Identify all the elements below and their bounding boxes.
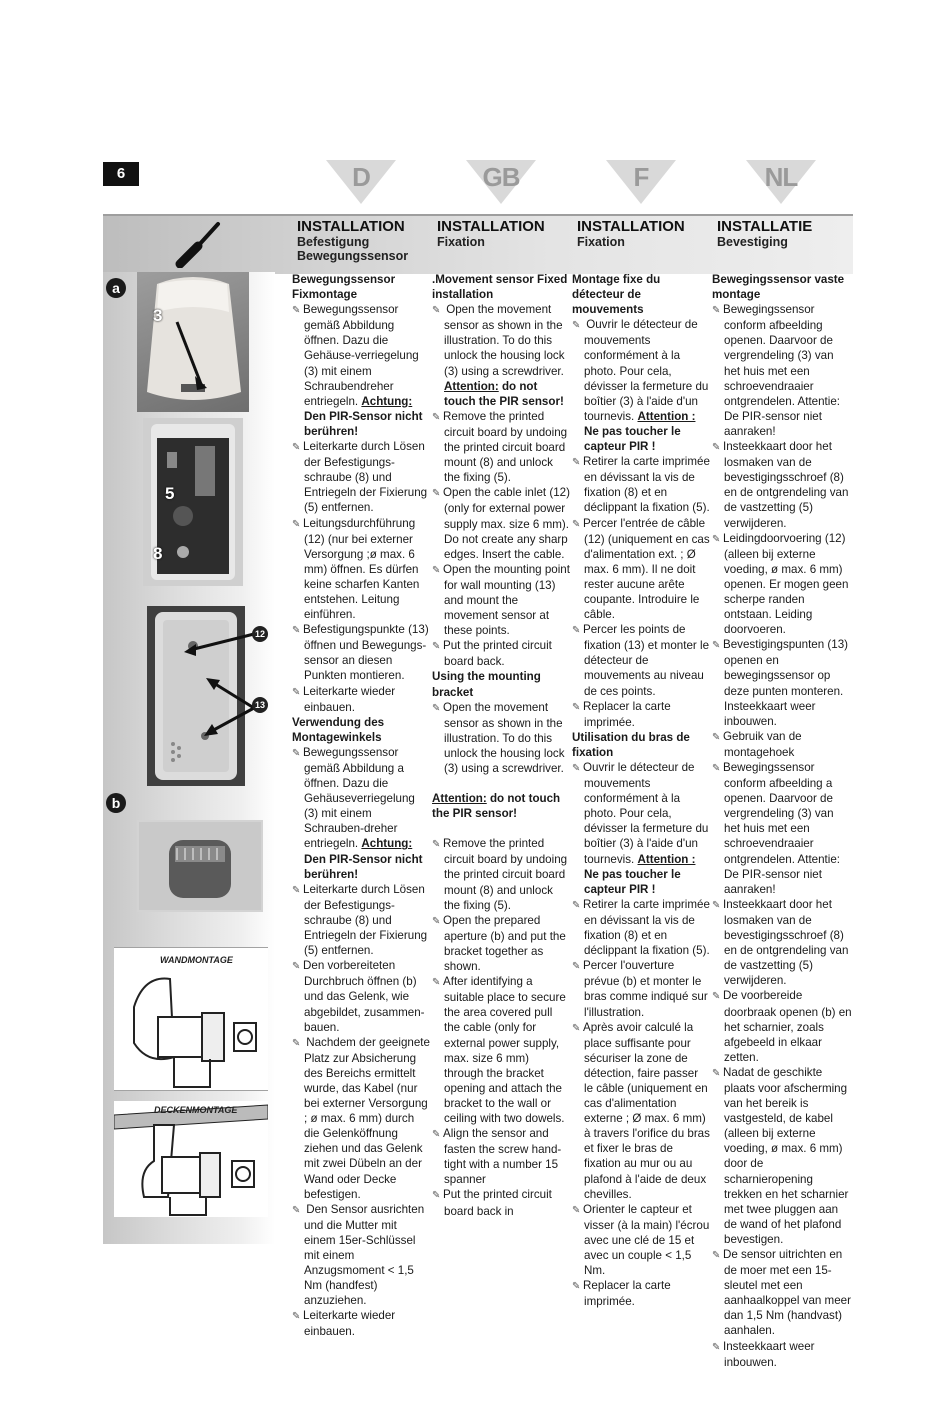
pencil-bullet-icon: ✎ <box>292 686 301 698</box>
step-text: Den vorbereiteten Durchbruch öffnen (b) und das Gelenk, wie abgebildet, zusammen-bauen. <box>303 959 425 1034</box>
step-text: Replacer la carte imprimée. <box>583 699 671 729</box>
pencil-bullet-icon: ✎ <box>572 763 581 774</box>
column-header-title: INSTALLATION <box>437 218 545 235</box>
step-text: Insteekkaart door het losmaken van de bevestigingsschroef (8) en de ontgrendeling van de vastzetting (5) verwijderen. <box>723 440 849 530</box>
pencil-bullet-icon: ✎ <box>712 640 721 652</box>
pencil-bullet-icon: ✎ <box>292 1204 301 1216</box>
warning-text: Ne pas toucher le capteur PIR ! <box>584 867 681 896</box>
warning-label: Attention: <box>432 792 487 806</box>
section-heading <box>432 272 570 302</box>
page-number: 6 <box>103 162 139 186</box>
column-header-title: INSTALLATIE <box>717 218 813 235</box>
warning-label: Attention: <box>444 379 499 393</box>
step-text: Nadat de geschikte plaats voor afscherming van het bereik is vastgesteld, de kabel (alleen bij externe voeding, ø max. 6 mm) door de scharnieropening trekken en het scharnier met twee pluggen aan de wand of het plafond bevestigen. <box>723 1065 849 1246</box>
callout-3: 3 <box>153 306 163 325</box>
instruction-step <box>712 897 852 989</box>
step-text: Put the printed circuit board back in <box>443 1188 552 1218</box>
instruction-step <box>432 836 570 912</box>
pencil-bullet-icon: ✎ <box>432 977 441 989</box>
step-text: Ouvrir le détecteur de mouvements conformément à la photo. Pour cela, dévisser la fermeture du boîtier (3) à l'aide d'un tournevis. <box>583 761 709 866</box>
step-text: Insteekkaart weer inbouwen. <box>723 1339 815 1369</box>
step-text: Put the printed circuit board back. <box>443 639 552 669</box>
pencil-bullet-icon: ✎ <box>712 533 721 545</box>
callout-13: 13 <box>252 697 268 713</box>
instruction-step <box>712 729 852 760</box>
column-header-subtitle: Bevestiging <box>717 235 788 249</box>
warning-label: Attention : <box>637 852 696 866</box>
instruction-step <box>572 1020 710 1202</box>
pencil-bullet-icon: ✎ <box>292 747 301 759</box>
section-marker-a: a <box>106 278 126 298</box>
step-text: Bewegungssensor gemäß Abbildung öffnen. Dazu die Gehäuse-verriegelung (3) mit einem Schraubendreher entriegeln. <box>303 303 419 408</box>
pencil-bullet-icon: ✎ <box>712 1067 721 1079</box>
step-text: Montage fixe du détecteur de mouvements <box>572 273 661 317</box>
pencil-bullet-icon: ✎ <box>432 305 441 317</box>
pencil-bullet-icon: ✎ <box>572 1204 581 1216</box>
instruction-step <box>432 700 570 776</box>
step-text: Open the movement sensor as shown in the illustration. To do this unlock the housing lock (3) using a screwdriver. <box>443 303 565 378</box>
instruction-step <box>712 1339 852 1370</box>
spacer <box>432 821 570 836</box>
pencil-bullet-icon: ✎ <box>572 457 581 469</box>
instruction-step <box>572 958 710 1019</box>
pencil-bullet-icon: ✎ <box>292 442 301 454</box>
instruction-step <box>292 516 430 623</box>
step-text: Insteekkaart door het losmaken van de bevestigingsschroef (8) en de ontgrendeling van de vastzetting (5) verwijderen. <box>723 897 849 988</box>
warning-text: Ne pas toucher le capteur PIR ! <box>584 424 681 454</box>
instruction-step <box>292 302 430 439</box>
language-tab-d <box>326 160 396 204</box>
instruction-step <box>572 760 710 897</box>
step-text: Orienter le capteur et visser (à la main) l'écrou avec une clé de 15 et avec un couple < 1,5 Nm. <box>583 1202 710 1278</box>
sensor-housing-photo <box>137 272 249 412</box>
pencil-bullet-icon: ✎ <box>572 320 581 332</box>
step-text: Retirer la carte imprimée en dévissant la vis de fixation (8) et en déclippant la fixation (5). <box>583 455 710 515</box>
instruction-step <box>712 531 852 638</box>
instruction-step <box>292 1202 430 1309</box>
pencil-bullet-icon: ✎ <box>712 763 721 774</box>
warning-label: Attention : <box>637 409 696 423</box>
pencil-bullet-icon: ✎ <box>712 731 721 743</box>
instruction-step <box>712 302 852 439</box>
instruction-step <box>572 516 710 623</box>
pencil-bullet-icon: ✎ <box>292 1311 301 1323</box>
pencil-bullet-icon: ✎ <box>572 1281 581 1293</box>
pencil-bullet-icon: ✎ <box>432 1190 441 1202</box>
instruction-step <box>432 409 570 485</box>
text-column-d <box>292 272 430 1340</box>
callout-12: 12 <box>252 626 268 642</box>
pencil-bullet-icon: ✎ <box>712 899 721 911</box>
section-marker-b: b <box>106 793 126 813</box>
step-text: Utilisation du bras de fixation <box>572 730 690 759</box>
pencil-bullet-icon: ✎ <box>432 641 441 653</box>
pencil-bullet-icon: ✎ <box>432 564 441 576</box>
step-text: Remove the printed circuit board by undoing the printed circuit board mount (8) and unlock the fixing (5). <box>443 409 568 485</box>
instruction-step <box>292 882 430 958</box>
instruction-step <box>292 1308 430 1339</box>
language-tab-nl <box>746 160 816 204</box>
warning-text: do not touch the PIR sensor! <box>444 379 564 408</box>
warning-text: do not touch the PIR sensor! <box>432 792 561 821</box>
instruction-step <box>712 760 852 897</box>
pencil-bullet-icon: ✎ <box>712 1341 721 1353</box>
pencil-bullet-icon: ✎ <box>292 518 301 530</box>
column-header-subtitle: Befestigung Bewegungssensor <box>297 235 409 263</box>
step-text: Open the mounting point for wall mounting (13) and mount the movement sensor at these points. <box>443 562 570 638</box>
aperture-photo <box>137 820 263 912</box>
step-text: Bevestigingspunten (13) openen en bewegingssensor op deze punten monteren. Insteekkaart weer inbouwen. <box>723 638 849 728</box>
step-text: Retirer la carte imprimée en dévissant la vis de fixation (8) et en déclippant la fixation (5). <box>583 897 710 958</box>
pencil-bullet-icon: ✎ <box>432 1129 441 1141</box>
step-text: Ouvrir le détecteur de mouvements conformément à la photo. Pour cela, dévisser la fermeture du boîtier (3) à l'aide d'un tournevis. <box>583 318 709 423</box>
warning-text: Den PIR-Sensor nicht berühren! <box>304 409 423 438</box>
pencil-bullet-icon: ✎ <box>572 899 581 911</box>
circuit-board-photo <box>143 418 243 586</box>
ceiling-mount-illustration <box>114 1101 268 1217</box>
pencil-bullet-icon: ✎ <box>572 518 581 530</box>
pencil-bullet-icon: ✎ <box>432 839 441 851</box>
wall-mount-illustration <box>114 947 268 1091</box>
column-header-title: INSTALLATION <box>297 218 405 235</box>
instruction-step <box>292 439 430 515</box>
pencil-bullet-icon: ✎ <box>572 961 581 973</box>
pencil-bullet-icon: ✎ <box>292 961 301 973</box>
step-text: Bewegingssensor vaste montage <box>712 273 845 302</box>
text-column-gb <box>432 272 570 1219</box>
language-tab-label: D <box>352 162 370 192</box>
step-text: Après avoir calculé la place suffisante pour sécuriser la zone de détection, faire passer le câble (uniquement en cas d'alimentation externe ; Ø max. 6 mm) à travers l'orifice du bras et fixer le bras de fixation au mur ou au plafond à l'aide de deux chevilles. <box>583 1020 710 1201</box>
instruction-step <box>712 1065 852 1247</box>
instruction-note <box>432 791 570 821</box>
sensor-housing-drawing <box>137 272 249 412</box>
step-text: Gebruik van de montagehoek <box>723 729 802 759</box>
instruction-step <box>292 622 430 683</box>
column-header-title: INSTALLATION <box>577 218 685 235</box>
step-text: Leiterkarte wieder einbauen. <box>303 684 396 714</box>
step-text: Bewegingssensor conform afbeelding openen. Daarvoor de vergrendeling (3) van het huis met een schroevendraaier ontgrendelen. Attentie: De PIR-sensor niet aanraken! <box>723 303 841 438</box>
column-header-subtitle: Fixation <box>437 235 485 249</box>
pencil-bullet-icon: ✎ <box>432 488 441 500</box>
pencil-bullet-icon: ✎ <box>292 625 301 637</box>
spacer <box>432 776 570 791</box>
instruction-step <box>432 1187 570 1218</box>
step-text: Leitungsdurchführung (12) (nur bei externer Versorgung ;ø max. 6 mm) öffnen. Es dürfen keine scharfen Kanten entstehen. Leitung einführen. <box>303 516 420 622</box>
section-heading <box>712 272 852 302</box>
step-text: Leidingdoorvoering (12) (alleen bij externe voeding, ø max. 6 mm) openen. Er mogen geen scherpe randen ontstaan. Leiding doorvoeren. <box>723 531 849 637</box>
step-text: Leiterkarte durch Lösen der Befestigungs-schraube (8) und Entriegeln der Fixierung (5) entfernen. <box>303 882 428 958</box>
section-heading <box>292 715 430 745</box>
section-heading <box>292 272 430 302</box>
language-tab-label: NL <box>764 162 798 192</box>
instruction-step <box>572 699 710 730</box>
callout-8: 8 <box>153 544 163 563</box>
language-tab-label: F <box>633 162 649 192</box>
screwdriver-icon <box>170 218 230 268</box>
instruction-step <box>292 684 430 715</box>
step-text: Nachdem der geeignete Platz zur Absicherung des Bereichs ermittelt wurde, das Kabel (nur bei externer Versorgung ; ø max. 6 mm) durch die Gelenköffnung ziehen und das Gelenk mit zwei Dübeln an der Wand oder Decke befestigen. <box>303 1035 430 1201</box>
instruction-step <box>712 637 852 729</box>
instruction-step <box>572 454 710 515</box>
step-text: Open the cable inlet (12) (only for external power supply max. size 6 mm). Do not create any sharp edges. Insert the cable. <box>443 486 570 561</box>
pencil-bullet-icon: ✎ <box>432 915 441 927</box>
step-text: Bewegungssensor gemäß Abbildung a öffnen. Dazu die Gehäuseverriegelung (3) mit einem Schrauben-dreher entriegeln. <box>303 745 415 851</box>
step-text: De sensor uitrichten en de moer met een 15-sleutel met een aanhaalkoppel van meer dan 1,5 Nm (handvast) aanhalen. <box>723 1248 851 1338</box>
pencil-bullet-icon: ✎ <box>292 305 301 317</box>
column-header-nl <box>717 218 857 249</box>
pencil-bullet-icon: ✎ <box>432 411 441 423</box>
instruction-step <box>712 439 852 531</box>
section-heading <box>432 669 570 699</box>
step-text: Open the movement sensor as shown in the illustration. To do this unlock the housing lock (3) using a screwdriver. <box>443 700 565 775</box>
instruction-step <box>292 958 430 1034</box>
step-text: Bewegungssensor Fixmontage <box>292 273 396 302</box>
step-text: After identifying a suitable place to secure the area covered pull the cable (only for external power supply, max. size 6 mm) through the bracket opening and attach the bracket to the wall or ceiling with two dowels. <box>443 975 566 1125</box>
text-column-nl <box>712 272 852 1370</box>
warning-label: Achtung: <box>361 394 413 408</box>
column-header-d <box>297 218 437 263</box>
instruction-step <box>432 302 570 409</box>
instruction-step <box>292 745 430 882</box>
instruction-step <box>572 1202 710 1278</box>
ceiling-mount-drawing <box>114 1101 268 1217</box>
step-text: Percer l'ouverture prévue (b) et monter le bras comme indiqué sur l'illustration. <box>583 959 708 1019</box>
step-text: Remove the printed circuit board by undoing the printed circuit board mount (8) and unlock the fixing (5). <box>443 837 568 912</box>
wall-mount-label: WANDMONTAGE <box>160 955 233 965</box>
instruction-step <box>572 317 710 454</box>
warning-label: Achtung: <box>361 837 413 851</box>
column-header-f <box>577 218 717 249</box>
language-tab-label: GB <box>482 162 520 192</box>
pencil-bullet-icon: ✎ <box>432 702 441 714</box>
pencil-bullet-icon: ✎ <box>292 884 301 896</box>
section-heading <box>572 272 710 317</box>
step-text: Open the prepared aperture (b) and put the bracket together as shown. <box>443 913 566 974</box>
pencil-bullet-icon: ✎ <box>712 1250 721 1261</box>
column-header-gb <box>437 218 577 249</box>
language-tab-gb <box>466 160 536 204</box>
instruction-step <box>572 897 710 958</box>
column-header-subtitle: Fixation <box>577 235 625 249</box>
step-text: Using the mounting bracket <box>432 670 541 699</box>
aperture-drawing <box>137 820 263 912</box>
step-text: Befestigungspunkte (13) öffnen und Bewegungs-sensor an diesen Punkten montieren. <box>303 623 429 683</box>
pencil-bullet-icon: ✎ <box>572 1022 581 1034</box>
instruction-step <box>292 1035 430 1202</box>
instruction-step <box>712 988 852 1064</box>
wall-mount-drawing <box>114 947 268 1091</box>
step-text: Replacer la carte imprimée. <box>583 1279 671 1309</box>
step-text: Align the sensor and fasten the screw hand-tight with a number 15 spanner <box>443 1127 562 1187</box>
language-tab-f <box>606 160 676 204</box>
step-text: De voorbereide doorbraak openen (b) en het scharnier, zoals afgebeeld in elkaar zetten. <box>723 989 852 1064</box>
step-text: Percer l'entrée de câble (12) (uniquement en cas d'alimentation ext. ; Ø max. 6 mm). Il ne doit rester aucune arête coupante. Introduire le câble. <box>583 516 710 622</box>
pencil-bullet-icon: ✎ <box>712 305 721 317</box>
callout-5: 5 <box>165 484 175 503</box>
step-text: Leiterkarte wieder einbauen. <box>303 1309 396 1339</box>
pencil-bullet-icon: ✎ <box>572 701 581 713</box>
instruction-step <box>432 638 570 669</box>
section-heading <box>572 730 710 760</box>
text-column-f <box>572 272 710 1309</box>
instruction-step <box>432 1126 570 1187</box>
pencil-bullet-icon: ✎ <box>712 442 721 454</box>
step-text: Percer les points de fixation (13) et monter le détecteur de mouvements au niveau de ces points. <box>583 623 710 698</box>
step-text: Den Sensor ausrichten und die Mutter mit einem 15er-Schlüssel mit einem Anzugsmoment < 1,5 Nm (handfest) anzuziehen. <box>303 1202 425 1308</box>
pencil-bullet-icon: ✎ <box>572 625 581 637</box>
pencil-bullet-icon: ✎ <box>292 1037 301 1049</box>
pointer-arrows <box>170 620 260 740</box>
instruction-step <box>712 1247 852 1339</box>
instruction-step <box>572 1278 710 1309</box>
warning-text: Den PIR-Sensor nicht berühren! <box>304 852 423 881</box>
pencil-bullet-icon: ✎ <box>712 991 721 1003</box>
step-text: Bewegingssensor conform afbeelding a openen. Daarvoor de vergrendeling (3) van het huis met een schroevendraaier ontgrendelen. Attentie: De PIR-sensor niet aanraken! <box>723 761 841 896</box>
step-text: .Movement sensor Fixed installation <box>432 273 568 302</box>
instruction-step <box>432 974 570 1126</box>
step-text: Leiterkarte durch Lösen der Befestigungs-schraube (8) und Entriegeln der Fixierung (5) entfernen. <box>303 440 428 515</box>
ceiling-mount-label: DECKENMONTAGE <box>154 1105 238 1115</box>
instruction-step <box>572 622 710 698</box>
instruction-step <box>432 562 570 638</box>
instruction-step <box>432 485 570 561</box>
step-text: Verwendung des Montagewinkels <box>292 715 385 744</box>
instruction-step <box>432 913 570 974</box>
